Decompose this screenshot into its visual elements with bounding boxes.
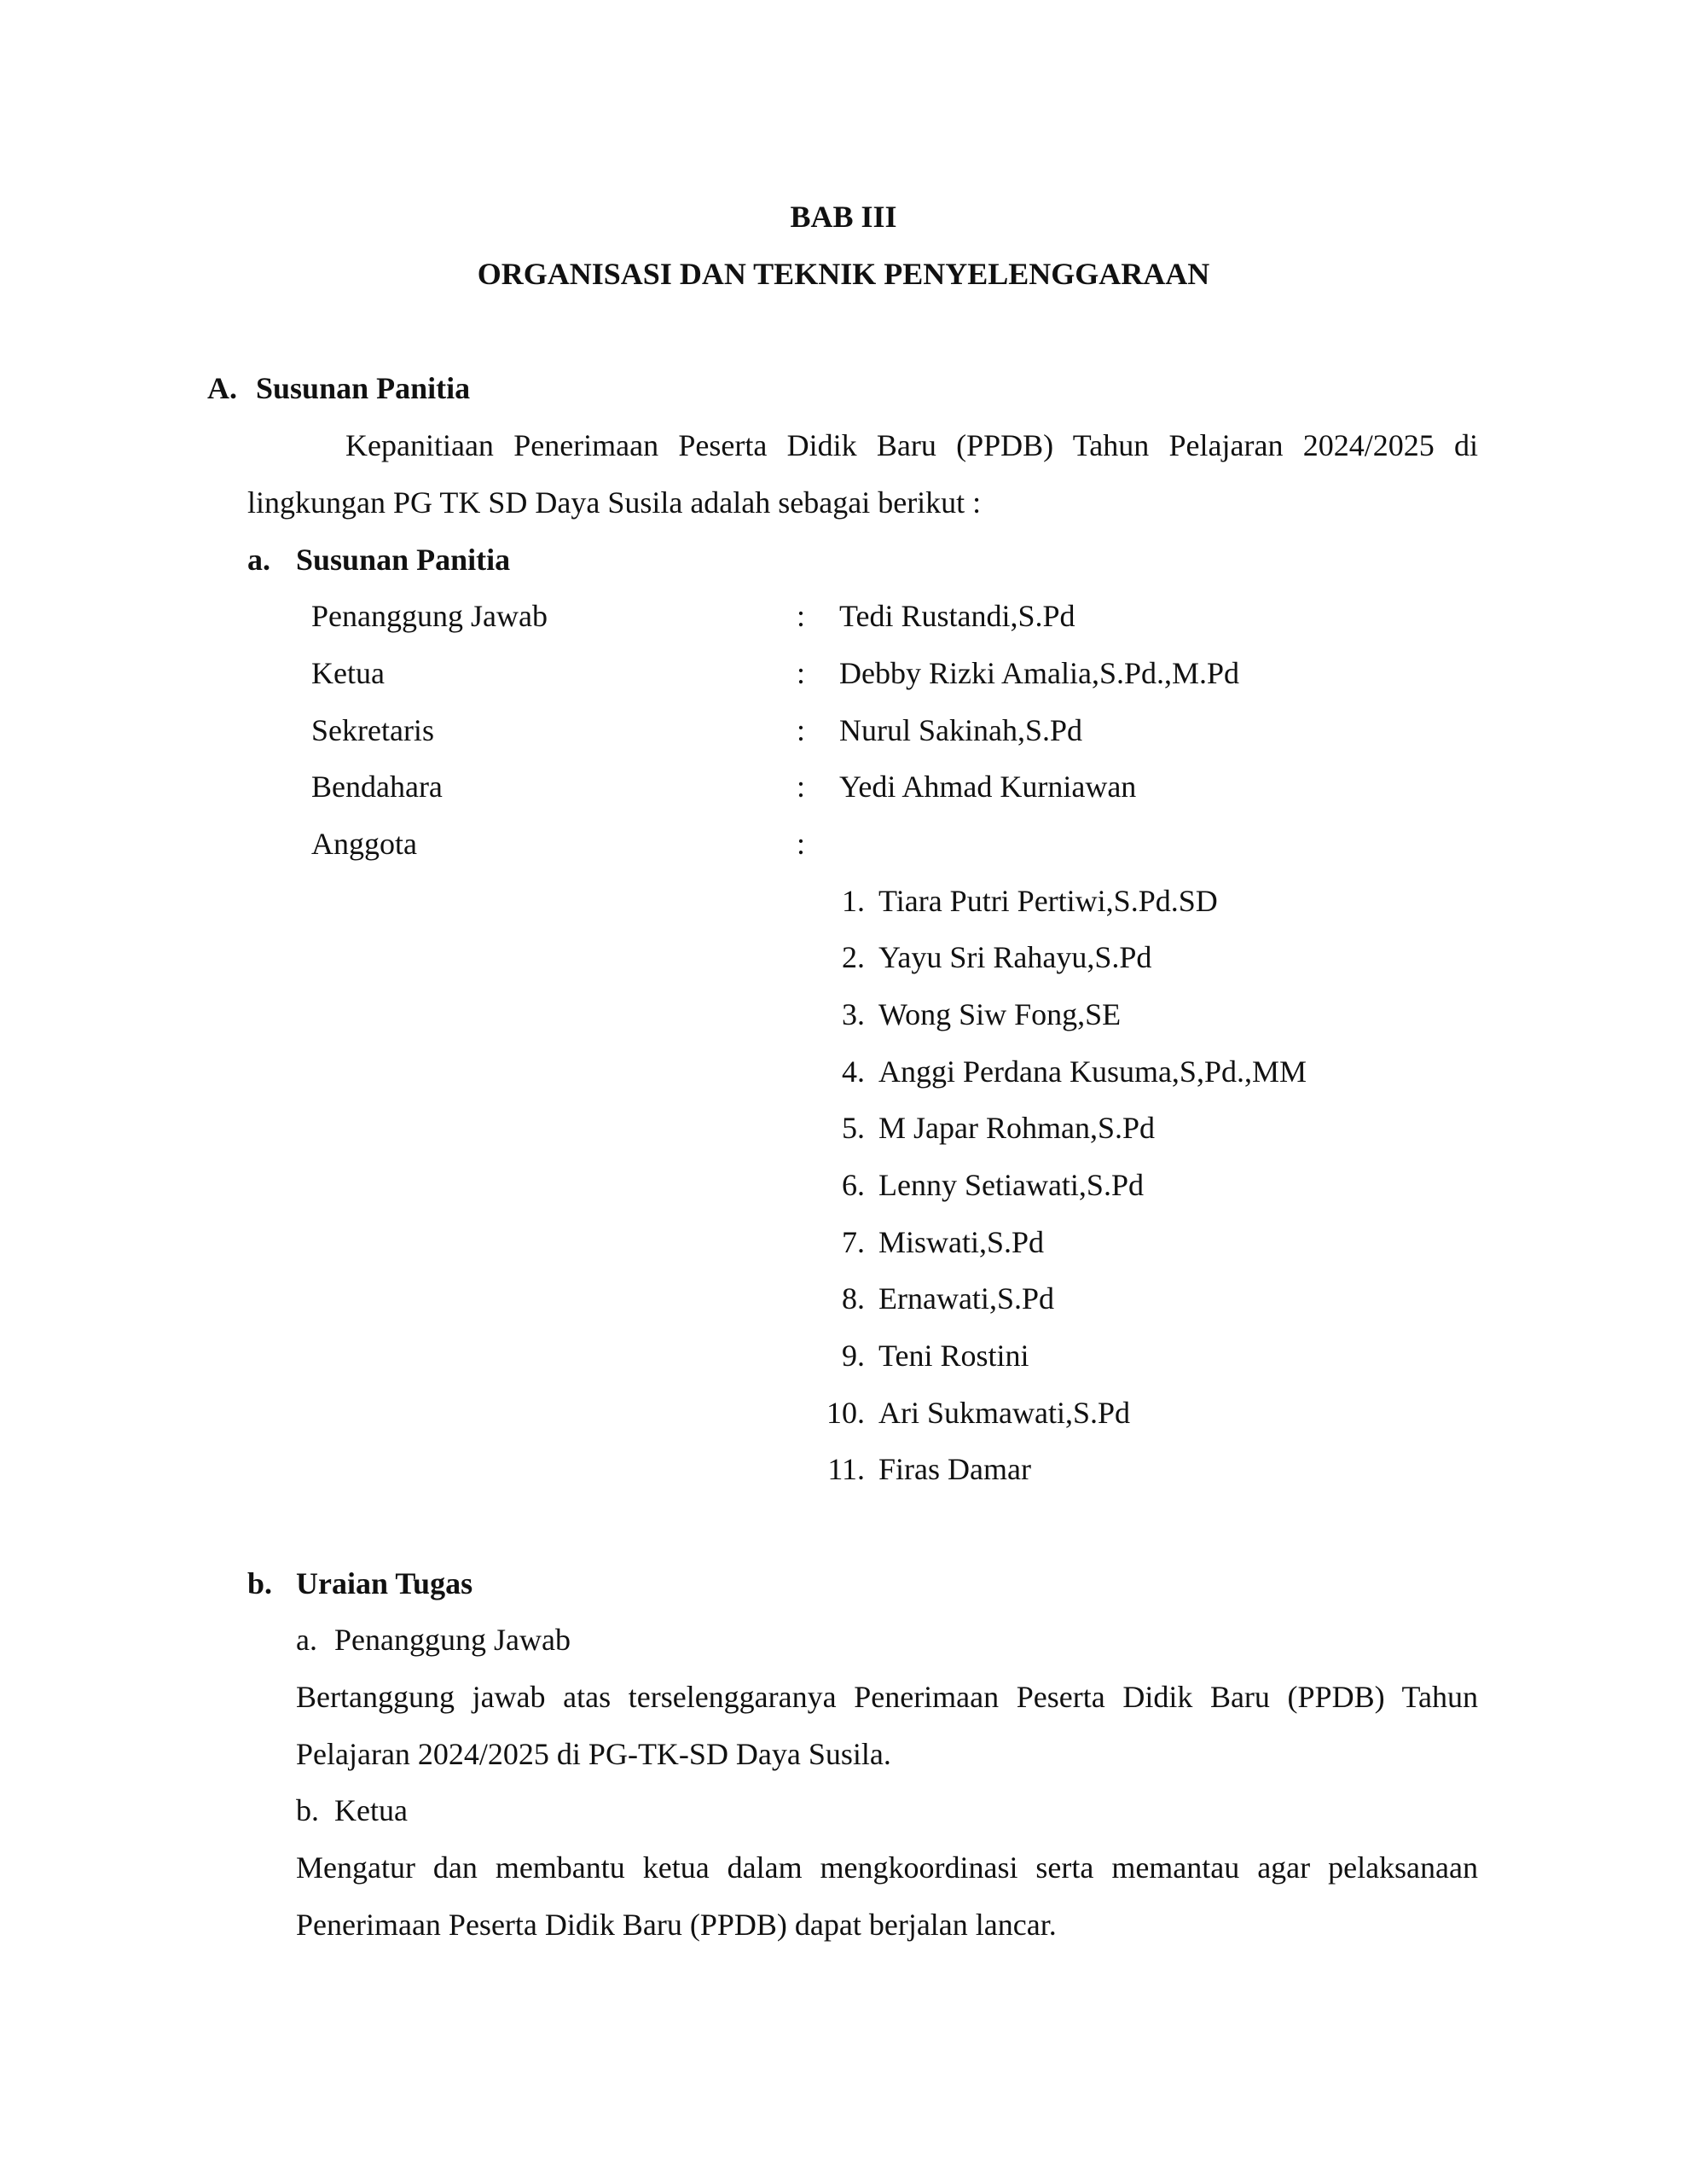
role-separator: : [797,656,806,690]
role-label: Ketua [311,656,385,690]
duty-title: Ketua [334,1793,408,1827]
member-name: M Japar Rohman,S.Pd [878,1111,1155,1145]
role-label: Anggota [311,827,417,861]
chapter-title: ORGANISASI DAN TEKNIK PENYELENGGARAAN [477,257,1210,291]
duty-description-line1: Mengatur dan membantu ketua dalam mengkoordinasi serta memantau agar pelaksanaan [296,1850,1478,1885]
sub-a-heading: Susunan Panitia [296,543,511,577]
sub-b-heading: Uraian Tugas [296,1566,473,1600]
duty-title: Penanggung Jawab [334,1623,571,1657]
member-number: 9. [842,1339,865,1373]
member-number: 7. [842,1225,865,1259]
role-separator: : [797,599,806,633]
role-label: Penanggung Jawab [311,599,548,633]
role-separator: : [797,770,806,804]
member-number: 5. [842,1111,865,1145]
duty-marker: a. [296,1623,317,1657]
role-value: Tedi Rustandi,S.Pd [839,599,1075,633]
sub-a-marker: a. [247,543,270,577]
member-name: Anggi Perdana Kusuma,S,Pd.,MM [878,1054,1307,1089]
member-name: Tiara Putri Pertiwi,S.Pd.SD [878,884,1218,918]
member-name: Ernawati,S.Pd [878,1281,1054,1316]
member-number: 3. [842,997,865,1031]
member-name: Teni Rostini [878,1339,1029,1373]
duty-marker: b. [296,1793,319,1827]
intro-paragraph-line2: lingkungan PG TK SD Daya Susila adalah sebagai berikut : [247,485,982,520]
sub-b-marker: b. [247,1566,273,1600]
section-a-marker: A. [207,371,237,405]
member-number: 6. [842,1168,865,1202]
member-number: 10. [826,1396,865,1430]
member-number: 2. [842,940,865,974]
role-separator: : [797,713,806,747]
member-name: Lenny Setiawati,S.Pd [878,1168,1144,1202]
role-value: Debby Rizki Amalia,S.Pd.,M.Pd [839,656,1240,690]
section-a-heading: Susunan Panitia [256,371,471,405]
member-name: Yayu Sri Rahayu,S.Pd [878,940,1152,974]
member-number: 11. [827,1452,865,1486]
role-value: Yedi Ahmad Kurniawan [839,770,1137,804]
role-label: Bendahara [311,770,443,804]
member-name: Wong Siw Fong,SE [878,997,1122,1031]
member-name: Firas Damar [878,1452,1031,1486]
role-separator: : [797,827,806,861]
intro-paragraph-line1: Kepanitiaan Penerimaan Peserta Didik Baru (PPDB) Tahun Pelajaran 2024/2025 di [345,428,1478,462]
member-name: Miswati,S.Pd [878,1225,1045,1259]
duty-description-line2: Penerimaan Peserta Didik Baru (PPDB) dapat berjalan lancar. [296,1908,1057,1942]
role-label: Sekretaris [311,713,434,747]
role-value: Nurul Sakinah,S.Pd [839,713,1083,747]
member-number: 1. [842,884,865,918]
member-number: 4. [842,1054,865,1089]
member-number: 8. [842,1281,865,1316]
duty-description-line1: Bertanggung jawab atas terselenggaranya Penerimaan Peserta Didik Baru (PPDB) Tahun [296,1680,1478,1714]
chapter-heading: BAB III [790,200,897,234]
member-name: Ari Sukmawati,S.Pd [878,1396,1131,1430]
duty-description-line2: Pelajaran 2024/2025 di PG-TK-SD Daya Susila. [296,1737,891,1771]
